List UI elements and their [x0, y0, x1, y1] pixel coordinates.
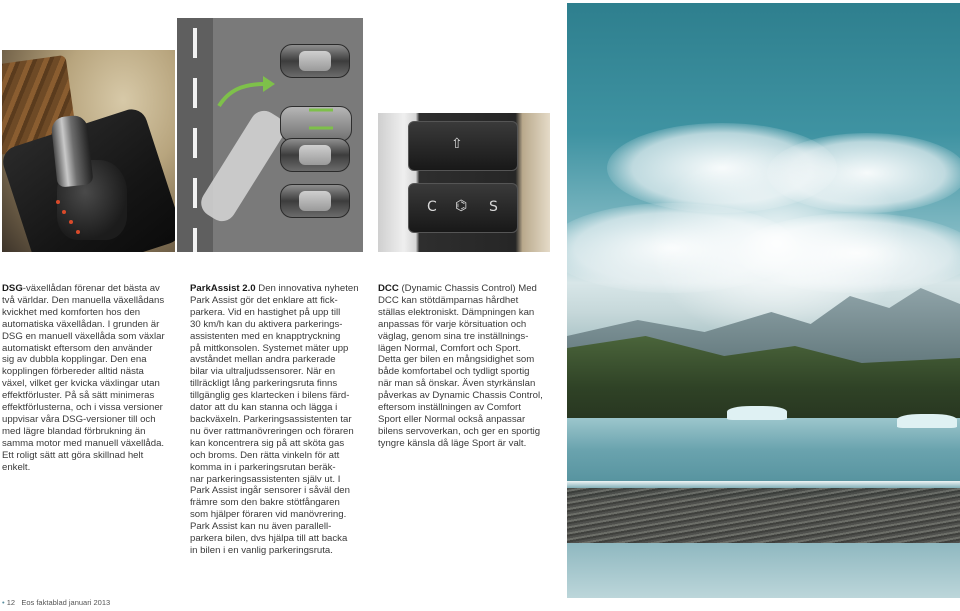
- parkassist-text-column: ParkAssist 2.0 Den innovativa nyheten Park Assist gör det enklare att fick- parkera. Vid en hastighet på upp till 30 km/h kan du aktivera parkerings- assistenten med en knapptryckning på mittkonsolen. Systemet mäter upp avståndet mellan andra parkerade bilar via ultraljudssensorer. När en tillräckligt lång parkeringsruta finns tillgänglig ges klartecken i bilens färd- dator att du kan stanna och lägga i backväxeln. Parkeringsassistenten tar nu över rattmanövreringen och föraren kan koncentrera sig på att sköta gas och broms. Den rätta vinkeln för att komma in i parkeringsrutan beräk- nar parkeringsassistenten själv ut. I Park Assist ingår sensorer i såväl den främre som den bakre stötfångaren som hjälper föraren vid manövrering. Park Assist kan nu även parallell- parkera bilen, dvs hjälpa till att backa in bilen i en vanlig parkeringsruta.: [190, 283, 359, 556]
- dcc-buttons-photo: [378, 113, 550, 252]
- landscape-photo: [567, 3, 960, 598]
- parkassist-heading: ParkAssist 2.0: [190, 283, 256, 294]
- dcc-text-column: DCC (Dynamic Chassis Control) Med DCC kan stötdämparnas hårdhet ställas elektroniskt. Dämpningen kan anpassas för varje körsituation och väglag, genom sina tre inställnings- lägen Normal, Comfort och Sport. Detta ger bilen en mångsidighet som både komfortabel och tydligt sportig när man så önskar. Även styrkänslan påverkas av Dynamic Chassis Control, eftersom inställningen av Comfort Sport eller Normal också anpassar bilens servoverkan, och ger en sportig tyngre känsla då läge Sport är valt.: [378, 283, 543, 449]
- dcc-sport-label: S: [489, 199, 498, 215]
- car-lift-icon: ⇧: [451, 136, 463, 152]
- footer-title: Eos faktablad januari 2013: [21, 598, 111, 607]
- parking-path-arrows-icon: [177, 18, 363, 252]
- park-assist-illustration: [177, 18, 363, 252]
- dcc-heading: DCC: [378, 283, 399, 294]
- dsg-text-column: DSG-växellådan förenar det bästa av två världar. Den manuella växellådans kvickhet med komforten hos den automatiska växellådan. I grunden är DSG en manuell växellåda som växlar automatiskt eftersom den använder sig av dubbla kopplingar. Den ena kopplingen förbereder alltid nästa växel, vilket ger kvicka växlingar utan effektförluster. På så sätt minimeras effektförlusterna, och i vissa versioner uppvisar våra DSG-versioner till och med lägre blandad förbrukning än samma motor med manuell växellåda. Ett roligt sätt att göra skillnad helt enkelt.: [2, 283, 165, 473]
- dcc-shock-absorber-icon: ⌬: [455, 198, 468, 214]
- dsg-heading: DSG: [2, 283, 23, 294]
- dsg-gear-lever-photo: [2, 50, 175, 252]
- page-footer: [2, 598, 110, 607]
- footer-bullet: •: [2, 598, 5, 607]
- page-number: 12: [6, 598, 16, 607]
- dcc-comfort-label: C: [427, 199, 437, 215]
